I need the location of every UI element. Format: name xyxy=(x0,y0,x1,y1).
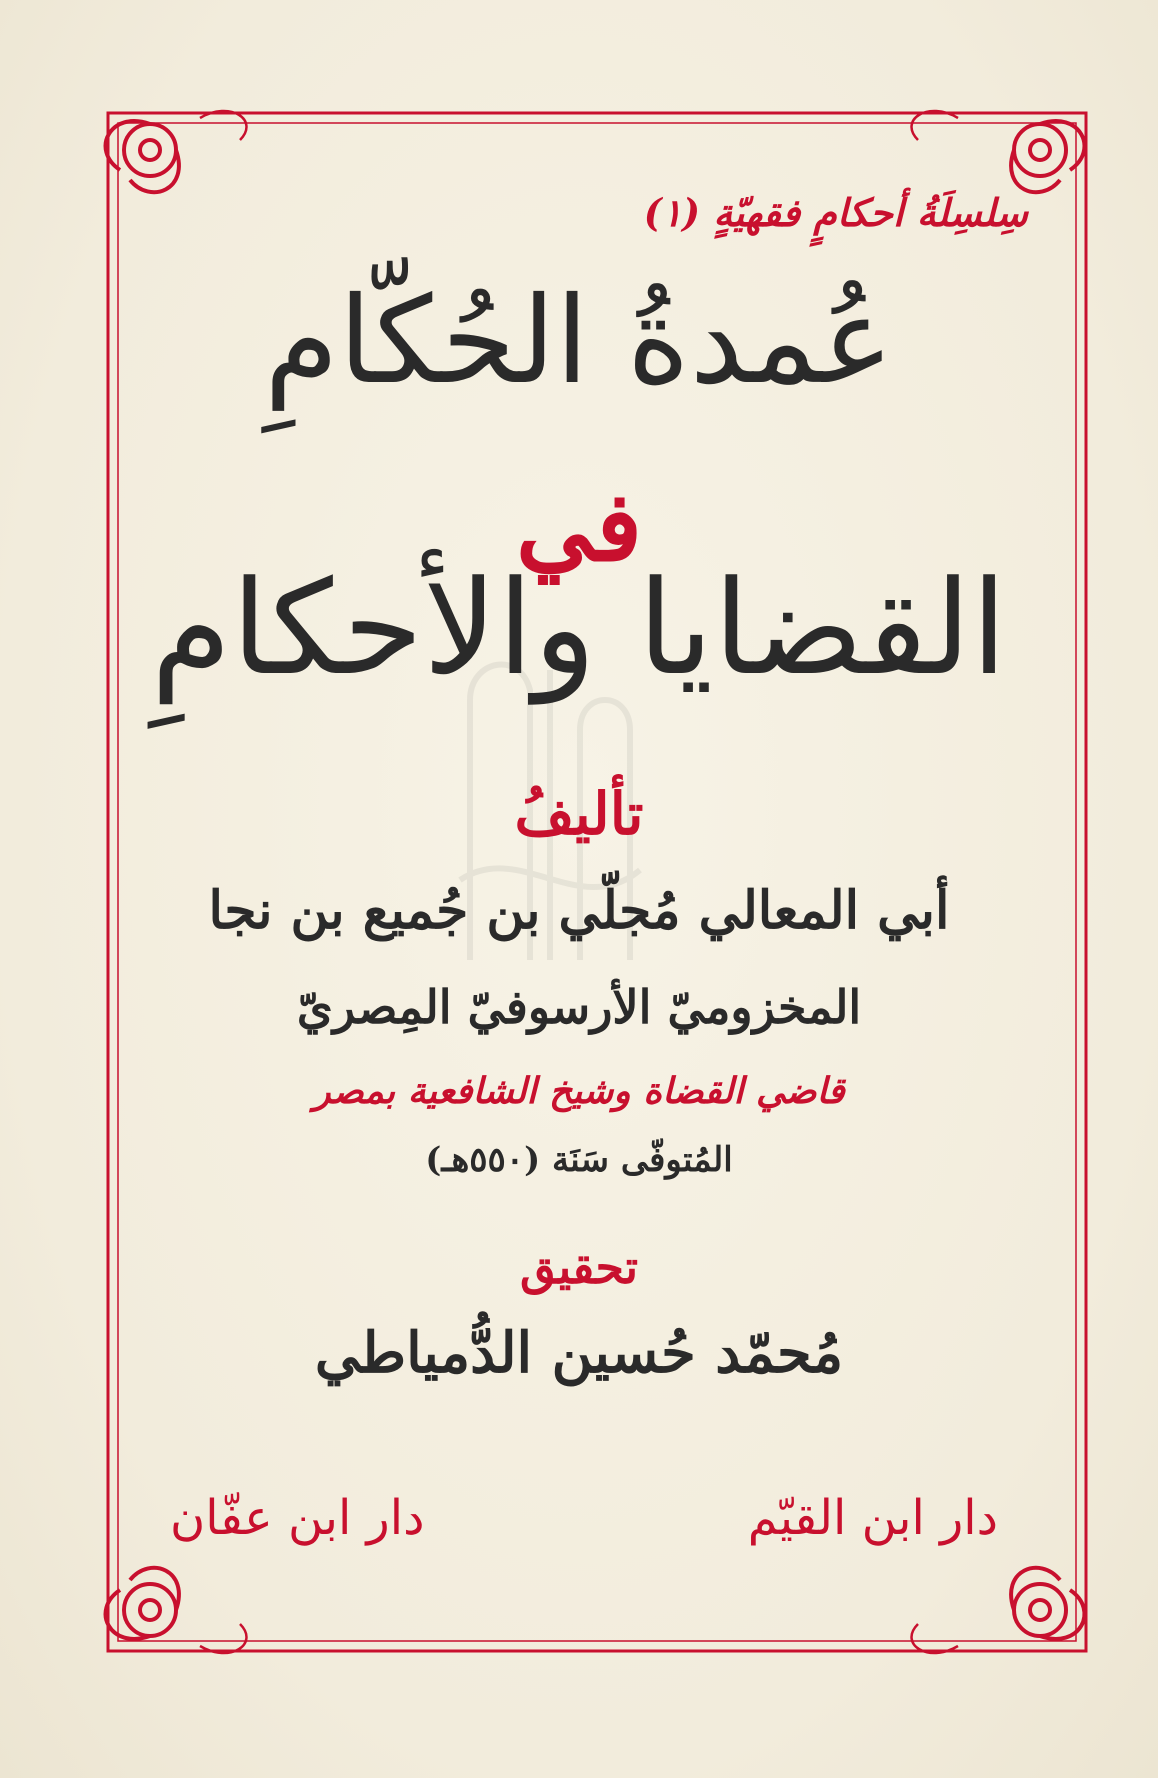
publisher-left: دار ابن عفّان xyxy=(170,1490,425,1546)
series-label: سِلسِلَةُ أحكامٍ فقهيّةٍ (١) xyxy=(643,190,1028,235)
editing-label: تحقيق xyxy=(519,1240,638,1294)
author-nisba: المخزوميّ الأرسوفيّ المِصريّ xyxy=(296,980,862,1034)
book-title-connector: في xyxy=(516,470,642,583)
author-name: أبي المعالي مُجلّي بن جُميع بن نجا xyxy=(208,880,950,941)
author-title: قاضي القضاة وشيخ الشافعية بمصر xyxy=(313,1070,845,1112)
authorship-label: تأليفُ xyxy=(514,780,644,848)
publisher-right: دار ابن القيّم xyxy=(747,1490,998,1546)
author-death-date: المُتوفّى سَنَة (٥٥٠هـ) xyxy=(425,1140,733,1180)
cover-content xyxy=(130,160,1028,1580)
publishers-row xyxy=(170,1490,998,1546)
book-title-line1: عُمدةُ الحُكّامِ xyxy=(264,272,894,411)
book-title-line2: القضايا والأحكامِ xyxy=(150,552,1008,704)
editor-name: مُحمّد حُسين الدُّمياطي xyxy=(314,1320,844,1386)
